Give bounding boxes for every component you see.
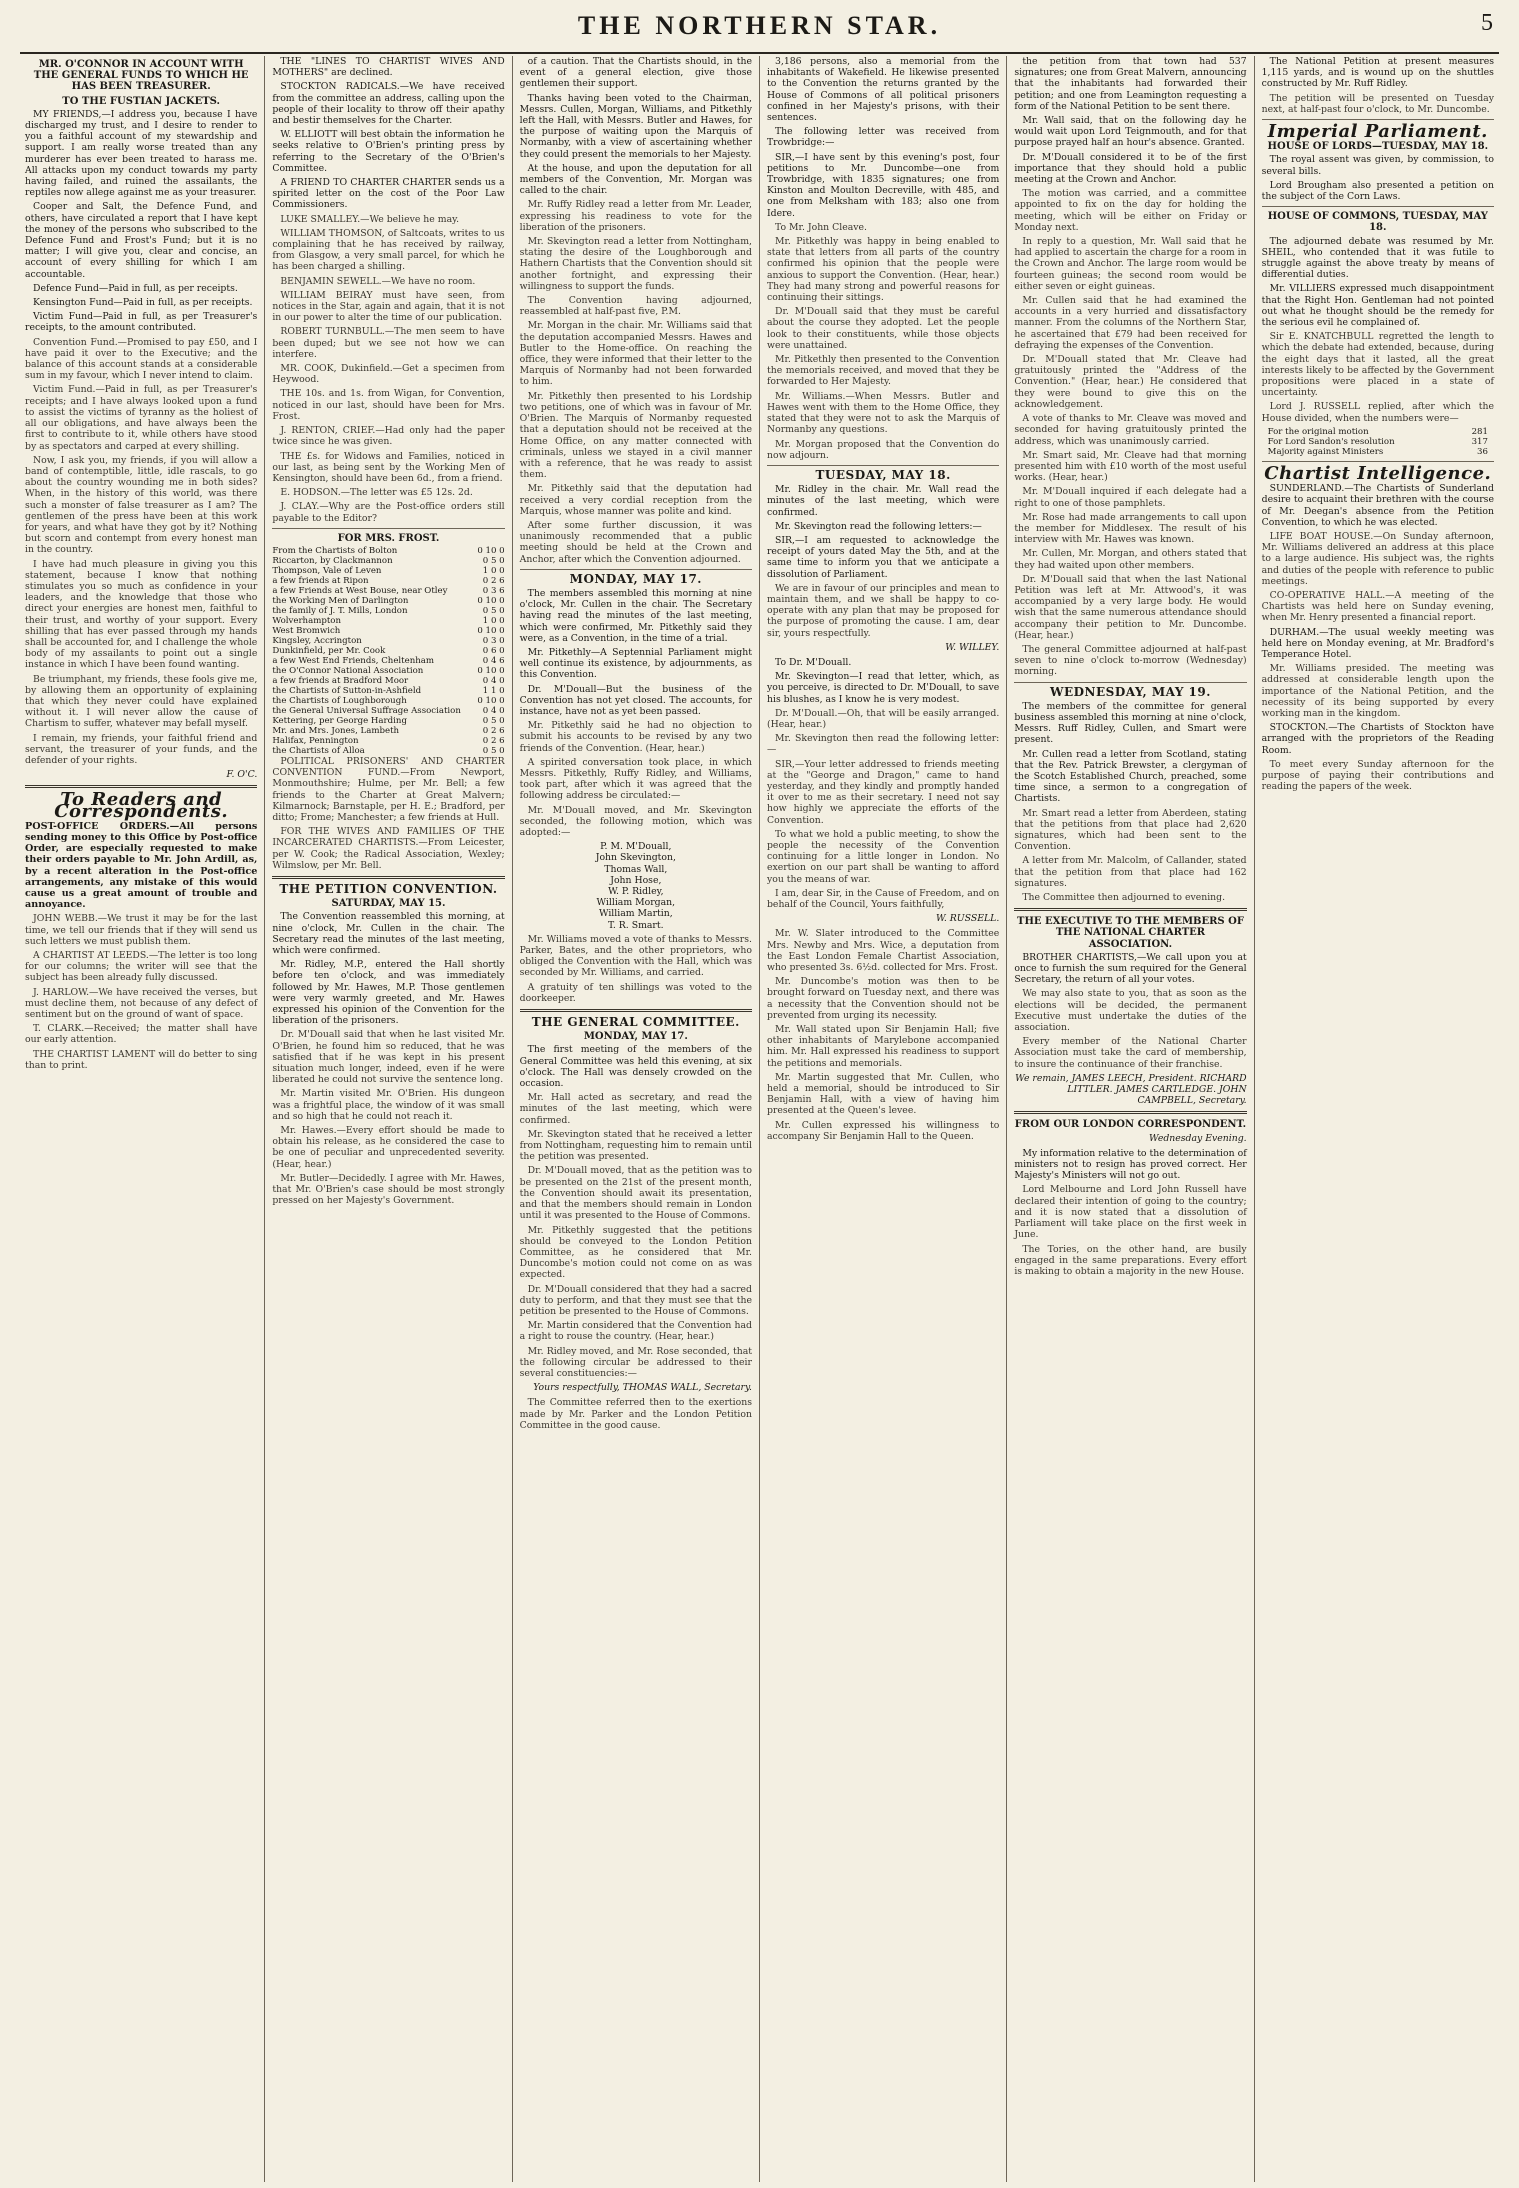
- list-item: Wolverhampton 1 0 0: [272, 615, 505, 626]
- list-item: the General Universal Suffrage Association 0 4 0: [272, 705, 505, 716]
- paragraph: At the house, and upon the deputation for all members of the Convention, Mr. Morgan was called to the chair.: [519, 162, 752, 197]
- paragraph: Kensington Fund—Paid in full, as per receipts.: [33, 297, 253, 309]
- subscription-heading: FOR MRS. FROST.: [337, 532, 440, 544]
- list-item: Halifax, Pennington 0 2 6: [272, 735, 505, 746]
- list-item: From the Chartists of Bolton 0 10 0: [272, 545, 505, 556]
- paragraph: The first meeting of the members of the General Committee was held this evening, at six o'clock. The Hall was densely crowded on the occasion.: [519, 1044, 752, 1090]
- paragraph: SIR,—I have sent by this evening's post, four petitions to Mr. Duncombe—one from Trowbridge, with 1835 signatures; one from Kinston and Moulton Decreville, with 485, and one from Melksham with 183; also one from Idere.: [766, 151, 1000, 219]
- divider: [1014, 1111, 1246, 1114]
- list-item: the Chartists of Alloa 0 5 0: [272, 745, 505, 756]
- column-3: [513, 56, 760, 2182]
- body-text: Mr. Williams presided. The meeting was addressed at considerable length upon the importance of the National Petition, and the necessity of its being supported by every working man in the kingdom.: [1261, 663, 1494, 719]
- article-heading: TUESDAY, MAY 18.: [815, 467, 951, 482]
- paragraph: the petition from that town had 537 signatures; one from Great Malvern, announcing that the inhabitants had forwarded their petition; and one from Leamington requesting a form of the National Petition to be sent there.: [1014, 56, 1247, 112]
- paragraph: To Dr. M'Douall.: [774, 656, 852, 668]
- body-text: Mr. Ruffy Ridley read a letter from Mr. Leader, expressing his readiness to vote for the liberation of the prisoners. Mr. Skevington read a letter from Nottingham, stating the desire of the Loughborough and Hathern Chartists that the Convention should sit another fortnight, and expressing their willingness to support the funds. The Convention having adjourned, reassembled at half-past five, P.M. Mr. Morgan in the chair. Mr. Williams said that the deputation accompanied Messrs. Hawes and Butler to the Home-office. On reaching the office, they were informed that their letter to the Marquis of Normanby had not been forwarded to him. Mr. Pitkethly then presented to his Lordship two petitions, one of which was in favour of Mr. O'Brien. The Marquis of Normanby requested that a deputation should not be received at the Home Office, on any matter connected with criminals, unless we stayed in a civil manner with a reference, that he was ready to assist them. Mr. Pitkethly said that the deputation had received a very cordial reception from the Marquis, whose manner was polite and kind. After some further discussion, it was unanimously recommended that a public meeting should be held at the Crown and Anchor, after which the Convention adjourned.: [519, 199, 752, 565]
- section-title: Imperial Parliament.: [1267, 121, 1488, 143]
- paragraph: The adjourned debate was resumed by Mr. SHEIL, who contended that it was futile to struggle against the above treaty by means of differential duties.: [1261, 235, 1494, 281]
- table-row: For Lord Sandon's resolution 317: [1267, 436, 1488, 447]
- division-table: [1268, 427, 1488, 457]
- divider: [272, 876, 504, 879]
- signatory-name: John Skevington,: [595, 852, 676, 864]
- article-heading: HOUSE OF COMMONS, TUESDAY, MAY 18.: [1267, 211, 1488, 234]
- paragraph: SUNDERLAND.—The Chartists of Sunderland desire to acquaint their brethren with the course of Mr. Deegan's absence from the Petition Convention, to which he was elected.: [1261, 483, 1494, 528]
- column-1: [18, 56, 265, 2182]
- paragraph: Mr. Skevington read the following letters:—: [774, 520, 982, 532]
- list-item: a few friends at Ripon 0 2 6: [272, 575, 505, 586]
- divider: [1014, 908, 1246, 911]
- list-item: Dunkinfield, per Mr. Cook 0 6 0: [272, 645, 505, 656]
- divider: [520, 1009, 752, 1012]
- masthead: [20, 0, 1499, 54]
- article-dateline: MONDAY, MAY 17.: [583, 1031, 688, 1043]
- divider: [272, 528, 504, 529]
- paragraph: Mr. Wall said, that on the following day he would wait upon Lord Teignmouth, and for that purpose prayed half an hour's absence. Granted.: [1014, 115, 1247, 149]
- list-item: a few Friends at West Bouse, near Otley 0 3 6: [272, 585, 505, 596]
- paragraph: Lord Brougham also presented a petition on the subject of the Corn Laws.: [1261, 179, 1494, 203]
- paragraph: SIR,—I am requested to acknowledge the receipt of yours dated May the 5th, and at the same time to inform you that we anticipate a dissolution of Parliament.: [766, 534, 1000, 580]
- signatory-name: W. P. Ridley,: [608, 886, 664, 898]
- article-heading: THE GENERAL COMMITTEE.: [531, 1015, 740, 1030]
- article-heading: WEDNESDAY, MAY 19.: [1050, 684, 1211, 699]
- paragraph: Mr. Pitkethly—A Septennial Parliament might well continue its existence, by adjournments, as this Convention.: [519, 646, 752, 681]
- paragraph: Mr. Skevington—I read that letter, which, as you perceive, is directed to Dr. M'Douall, to save his blushes, as I know he is very modest.: [766, 671, 1000, 705]
- body-text: Sir E. KNATCHBULL regretted the length to which the debate had extended, because, during the eight days that it lasted, all the great interests likely to be affected by the Government propositions were placed in a state of uncertainty. Lord J. RUSSELL replied, after which the House divided, when the numbers were—: [1261, 331, 1494, 424]
- paragraph: Dr. M'Douall—But the business of the Convention has not yet closed. The accounts, for instance, have not as yet been passed.: [519, 683, 752, 717]
- paragraph: My information relative to the determination of ministers not to resign has proved correct. Her Majesty's Ministers will not go out.: [1014, 1147, 1247, 1182]
- column-2: [265, 56, 512, 2182]
- body-text: We are in favour of our principles and mean to maintain them, and we shall be happy to co-operate with any plan that may be proposed for the purpose of promoting the cause. I am, dear sir, yours respectfully.: [766, 582, 1000, 639]
- paragraph: Defence Fund—Paid in full, as per receipts.: [33, 282, 238, 294]
- paragraph: W. ELLIOTT will best obtain the information he seeks relative to O'Brien's printing press by referring to the Secretary of the O'Brien's Committee.: [272, 129, 505, 174]
- article-subheading: TO THE FUSTIAN JACKETS.: [62, 95, 221, 107]
- signatory-name: John Hose,: [610, 874, 662, 886]
- paragraph: Cooper and Salt, the Defence Fund, and others, have circulated a report that I have kept the money of the persons who subscribed to the Defence Fund and Frost's Fund; but it is no matter; I will give you, clear and concise, an account of every shilling for which I am accountable.: [25, 201, 258, 280]
- body-text: LIFE BOAT HOUSE.—On Sunday afternoon, Mr. Williams delivered an address at this place to a large audience. His subject was, the rights and duties of the people with reference to public meetings. CO-OPERATIVE HALL.—A meeting of the Chartists was held here on Sunday evening, when Mr. Henry presented a financial report.: [1261, 530, 1494, 624]
- list-item: Mr. and Mrs. Jones, Lambeth 0 2 6: [272, 725, 505, 736]
- signature: We remain, JAMES LEECH, President. RICHARD LITTLER. JAMES CARTLEDGE. JOHN CAMPBELL, Secretary.: [1015, 1072, 1247, 1107]
- signature: W. RUSSELL.: [935, 913, 1000, 925]
- subscription-text: POLITICAL PRISONERS' AND CHARTER CONVENTION FUND.—From Newport, Monmouthshire; Hulme, per Mr. Bell; a few friends to the Charter at Great Malvern; Kilmarnock; Barnstaple, per H. E.; Bradford, per ditto; Frome; Manchester; a few friends at Hull. FOR THE WIVES AND FAMILIES OF THE INCARCERATED CHARTISTS.—From Leicester, per W. Cook; the Radical Association, Wexley; Wilmslow, per Mr. Bell.: [272, 755, 505, 871]
- signature: F. O'C.: [226, 769, 258, 781]
- list-item: the family of J. T. Mills, London 0 5 0: [272, 605, 505, 616]
- divider: [25, 785, 257, 788]
- correspondents-text: LUKE SMALLEY.—We believe he may. WILLIAM THOMSON, of Saltcoats, writes to us complaining that he has received by railway, from Glasgow, a very small parcel, for which he has been charged a shilling. BENJAMIN SEWELL.—We have no room. WILLIAM BEIRAY must have seen, from notices in the Star, again and again, that it is not in our power to alter the time of our publication. ROBERT TURNBULL.—The men seem to have been duped; but we see not how we can interfere. MR. COOK, Dukinfield.—Get a specimen from Heywood. THE 10s. and 1s. from Wigan, for Convention, noticed in our last, should have been for Mrs. Frost. J. RENTON, CRIEF.—Had only had the paper twice since he was given. THE £s. for Widows and Families, noticed in our last, as being sent by the Working Men of Kensington, should have been 6d., from a friend. E. HODSON.—The letter was £5 12s. 2d. J. CLAY.—Why are the Post-office orders still payable to the Editor?: [272, 213, 505, 524]
- divider: [1014, 682, 1246, 683]
- body-text: To meet every Sunday afternoon for the purpose of paying their contributions and reading the papers of the week.: [1261, 758, 1494, 793]
- section-title: Chartist Intelligence.: [1264, 462, 1492, 484]
- paragraph: Mr. Ridley in the chair. Mr. Wall read the minutes of the last meeting, which were confirmed.: [766, 484, 1000, 518]
- subscription-list: [272, 546, 504, 756]
- paragraph: Mr. VILLIERS expressed much disappointment that the Right Hon. Gentleman had not pointed out what he thought should be the remedy for the serious evil he complained of.: [1261, 283, 1494, 329]
- signature: Yours respectfully, THOMAS WALL, Secretary.: [533, 1382, 752, 1394]
- body-text: We may also state to you, that as soon as the elections will be decided, the permanent Executive must undertake the duties of the association. Every member of the National Charter Association must take the card of membership, to insure the continuance of their franchise.: [1014, 988, 1247, 1070]
- paragraph: THE "LINES TO CHARTIST WIVES AND MOTHERS" are declined.: [272, 56, 505, 79]
- paragraph: Victim Fund—Paid in full, as per Treasurer's receipts, to the amount contributed.: [25, 311, 258, 334]
- body-text: Mr. Pitkethly said he had no objection to submit his accounts to be revised by any two friends of the Convention. (Hear, hear.) A spirited conversation took place, in which Messrs. Pitkethly, Ruffy Ridley, and Williams, took part, after which it was agreed that the following address be circulated:— Mr. M'Douall moved, and Mr. Skevington seconded, the following motion, which was adopted:—: [519, 720, 752, 838]
- paragraph: The royal assent was given, by commission, to several bills.: [1261, 154, 1494, 177]
- columns: [18, 56, 1501, 2182]
- signatory-name: P. M. M'Douall,: [600, 841, 672, 853]
- body-text: Convention Fund.—Promised to pay £50, and I have paid it over to the Executive; and the balance of this account stands at a considerable sum in my favour, which I never intend to claim. Victim Fund.—Paid in full, as per Treasurer's receipts; and I have always looked upon a fund to assist the victims of tyranny as the holiest of all our obligations, and have always been the first to contribute to it, while others have stood by as spectators and carped at every shilling. Now, I ask you, my friends, if you will allow a band of contemptible, little, idle rascals, to go about the country wounding me in both sides? When, in the history of this world, was there such a monster of false treasurer as I am? The gentlemen of the press have been at this work for years, and what have they got by it? Nothing but scorn and contempt from every honest man in the country. I have had much pleasure in giving you this statement, because I know that nothing stimulates you so much as confidence in your leaders, and the knowledge that those who direct your energies are honest men, faithful to their trust, and worthy of your support. Every shilling that has ever passed through my hands shall be accounted for, and I challenge the whole body of my assailants to point out a single instance in which I have been found wanting. Be triumphant, my friends, these fools give me, by allowing them an opportunity of explaining that which they never could have explained without it. I will never allow the cause of Chartism to suffer, whatever may befall myself. I remain, my friends, your faithful friend and servant, the treasurer of your funds, and the defender of your rights.: [25, 336, 258, 766]
- body-text: Dr. M'Douall.—Oh, that will be easily arranged. (Hear, hear.) Mr. Skevington then read the following letter:— SIR,—Your letter addressed to friends meeting at the "George and Dragon," came to hand yesterday, and they kindly and promptly handed it over to me as their secretary. I need not say how highly we appreciate the efforts of the Convention. To what we hold a public meeting, to show the people the necessity of the Convention continuing for a little longer in London. No exertion on our part shall be wanting to afford you the means of war. I am, dear Sir, in the Cause of Freedom, and on behalf of the Council, Yours faithfully,: [766, 707, 1000, 911]
- table-row: Majority against Ministers 36: [1267, 446, 1488, 457]
- correspondents-text: JOHN WEBB.—We trust it may be for the last time, we tell our friends that if they will send us such letters we must publish them. A CHARTIST AT LEEDS.—The letter is too long for our columns; the writer will see that the subject has been already fully discussed. J. HARLOW.—We have received the verses, but must decline them, not because of any defect of sentiment but on the ground of want of space. T. CLARK.—Received; the matter shall have our early attention. THE CHARTIST LAMENT will do better to sing than to print.: [25, 913, 258, 1071]
- paragraph: The following letter was received from Trowbridge:—: [766, 126, 1000, 149]
- paragraph: The National Petition at present measures 1,115 yards, and is wound up on the shuttles constructed by Mr. Ruff Ridley.: [1261, 56, 1494, 90]
- signature: W. WILLEY.: [945, 641, 1000, 653]
- newspaper-title: THE NORTHERN STAR.: [577, 11, 942, 40]
- divider: [1262, 206, 1494, 207]
- paragraph: of a caution. That the Chartists should, in the event of a general election, give those gentlemen their support.: [519, 56, 752, 90]
- paragraph: MY FRIENDS,—I address you, because I have discharged my trust, and I desire to render to you a faithful account of my stewardship and support. I am really worse treated than any murderer has ever been treated to harass me. All attacks upon my conduct towards my party having failed, and ruined the assailants, the reptiles now allege against me as your treasurer.: [25, 108, 258, 199]
- divider: [767, 465, 999, 466]
- paragraph: 3,186 persons, also a memorial from the inhabitants of Wakefield. He likewise presented to the Convention the returns granted by the House of Commons of all political prisoners confined in her Majesty's prisons, with their sentences.: [766, 56, 1000, 124]
- list-item: the Working Men of Darlington 0 10 0: [272, 595, 505, 606]
- paragraph: The members of the committee for general business assembled this morning at nine o'clock, Messrs. Ruff Ridley, Cullen, and Smart were present.: [1014, 700, 1247, 746]
- body-text: The Committee referred then to the exertions made by Mr. Parker and the London Petition Committee in the good cause.: [519, 1397, 752, 1431]
- column-6: [1255, 56, 1501, 2182]
- paragraph: Mr. Cullen read a letter from Scotland, stating that the Rev. Patrick Brewster, a clergyman of the Scotch Established Church, preached, some time since, a sermon to a congregation of Chartists.: [1014, 748, 1247, 805]
- list-item: the O'Connor National Association 0 10 0: [272, 665, 505, 676]
- list-item: Thompson, Vale of Leven 1 0 0: [272, 565, 505, 576]
- body-text: To Mr. John Cleave. Mr. Pitkethly was happy in being enabled to state that letters from all parts of the country confirmed his opinion that the people were anxious to support the Convention. (Hear, hear.) They had many strong and powerful reasons for continuing their sittings. Dr. M'Douall said that they must be careful about the course they adopted. Let the people look to their constituents, while those objects were unattained. Mr. Pitkethly then presented to the Convention the memorials received, and moved that they be forwarded to Her Majesty. Mr. Williams.—When Messrs. Butler and Hawes went with them to the Home Office, they stated that they were not to ask the Marquis of Normanby any questions. Mr. Morgan proposed that the Convention do now adjourn.: [766, 221, 1000, 461]
- list-item: the Chartists of Loughborough 0 10 0: [272, 695, 505, 706]
- list-item: Riccarton, by Clackmannon 0 5 0: [272, 555, 505, 566]
- signatory-name: William Martin,: [598, 908, 673, 920]
- body-text: Mr. W. Slater introduced to the Committee Mrs. Newby and Mrs. Wice, a deputation from the East London Female Chartist Association, who presented 3s. 6½d. collected for Mrs. Frost. Mr. Duncombe's motion was then to be brought forward on Tuesday next, and there was a necessity that the Convention should not be prevented from urging its necessity. Mr. Wall stated upon Sir Benjamin Hall; five other inhabitants of Marylebone accompanied him. Mr. Hall expressed his readiness to support the petitions and memorials. Mr. Martin suggested that Mr. Cullen, who held a memorial, should be introduced to Sir Benjamin Hall, with a view of having him presented at the Queen's levee. Mr. Cullen expressed his willingness to accompany Sir Benjamin Hall to the Queen.: [766, 928, 1000, 1142]
- column-5: [1007, 56, 1254, 2182]
- paragraph: The Convention reassembled this morning, at nine o'clock, Mr. Cullen in the chair. The Secretary read the minutes of the last meeting, which were confirmed.: [272, 911, 505, 956]
- paragraph: STOCKTON.—The Chartists of Stockton have arranged with the proprietors of the Reading Room.: [1261, 722, 1494, 756]
- signatory-name: William Morgan,: [596, 897, 676, 909]
- article-dateline: SATURDAY, MAY 15.: [331, 898, 446, 910]
- paragraph: The members assembled this morning at nine o'clock, Mr. Cullen in the chair. The Secretary having read the minutes of the last meeting, which were confirmed, Mr. Pitkethly said they were, as a Convention, in the time of a trial.: [519, 587, 752, 644]
- body-text: The motion was carried, and a committee appointed to fix on the day for holding the meeting, which will be either on Friday or Monday next. In reply to a question, Mr. Wall said that he had applied to ascertain the charge for a room in the Crown and Anchor. The large room would be fourteen guineas; the second room would be either seven or eight guineas. Mr. Cullen said that he had examined the accounts in a very hurried and dissatisfactory manner. From the columns of the Northern Star, he ascertained that £79 had been received for defraying the expenses of the Convention. Dr. M'Douall stated that Mr. Cleave had gratuitously printed the "Address of the Convention." (Hear, hear.) He considered that they were bound to give this on the acknowledgement. A vote of thanks to Mr. Cleave was moved and seconded for having gratuitously printed the address, which was unanimously carried. Mr. Smart said, Mr. Cleave had that morning presented him with £10 worth of the most useful works. (Hear, hear.) Mr. M'Douall inquired if each delegate had a right to one of those pamphlets. Mr. Rose had made arrangements to call upon the member for Middlesex. The result of his interview with Mr. Hawes was known. Mr. Cullen, Mr. Morgan, and others stated that they had waited upon other members. Dr. M'Douall said that when the last National Petition was left at Mr. Attwood's, it was accompanied by a very large body. He would wish that the same numerous attendance should accompany their petition to Mr. Duncombe. (Hear, hear.) The general Committee adjourned at half-past seven to nine o'clock to-morrow (Wednesday) morning.: [1014, 188, 1247, 678]
- page-number: 5: [1481, 10, 1493, 36]
- article-heading: MR. O'CONNOR IN ACCOUNT WITH THE GENERAL FUNDS TO WHICH HE HAS BEEN TREASURER.: [33, 59, 249, 93]
- body-text: Mr. Williams moved a vote of thanks to Messrs. Parker, Bates, and the other proprietors, who obliged the Convention with the Hall, which was seconded by Mr. Williams, and carried. A gratuity of ten shillings was voted to the doorkeeper.: [519, 933, 752, 1004]
- signatories: [520, 841, 752, 931]
- table-row: For the original motion 281: [1267, 426, 1488, 437]
- body-text: Lord Melbourne and Lord John Russell have declared their intention of going to the country; and it is now stated that a dissolution of Parliament will take place on the first week in June. The Tories, on the other hand, are busily engaged in the same preparations. Every effort is making to obtain a majority in the new House.: [1014, 1184, 1247, 1277]
- paragraph: Mr. Ridley, M.P., entered the Hall shortly before ten o'clock, and was immediately followed by Mr. Hawes, M.P. Those gentlemen were very warmly greeted, and Mr. Hawes expressed his opinion of the Convention for the liberation of the prisoners.: [272, 959, 505, 1027]
- article-heading: HOUSE OF LORDS—TUESDAY, MAY 18.: [1267, 141, 1489, 153]
- list-item: a few West End Friends, Cheltenham 0 4 6: [272, 655, 505, 666]
- paragraph: Dr. M'Douall considered it to be of the first importance that they should hold a public meeting at the Crown and Anchor.: [1014, 151, 1247, 186]
- divider: [1262, 119, 1494, 120]
- paragraph: STOCKTON RADICALS.—We have received from the committee an address, calling upon the people of their locality to throw off their apathy and bestir themselves for the Charter.: [272, 81, 505, 127]
- divider: [1262, 461, 1494, 462]
- list-item: West Bromwich 0 10 0: [272, 625, 505, 636]
- post-office-notice: POST-OFFICE ORDERS.—All persons sending money to this Office by Post-office Order, are especially requested to make their orders payable to Mr. John Ardill, as, by a recent alteration in the Post-office arrangements, any mistake of this would cause us a great amount of trouble and annoyance.: [25, 820, 258, 911]
- signatory-name: Thomas Wall,: [604, 863, 668, 875]
- paragraph: A FRIEND TO CHARTER CHARTER sends us a spirited letter on the cost of the Poor Law Commissioners.: [272, 177, 505, 211]
- article-heading: THE EXECUTIVE TO THE MEMBERS OF THE NATIONAL CHARTER ASSOCIATION.: [1017, 916, 1244, 950]
- divider: [520, 569, 752, 570]
- paragraph: Thanks having been voted to the Chairman, Messrs. Cullen, Morgan, Williams, and Pitkethly left the Hall, with Messrs. Butler and Hawes, for the purpose of waiting upon the Marquis of Normanby, with a view of ascertaining whether they could present the memorials to her Majesty.: [519, 92, 752, 160]
- paragraph: BROTHER CHARTISTS,—We call upon you at once to furnish the sum required for the General Secretary, the return of all your votes.: [1014, 951, 1247, 986]
- list-item: the Chartists of Sutton-in-Ashfield 1 1 0: [272, 685, 505, 696]
- list-item: Kingsley, Accrington 0 3 0: [272, 635, 505, 646]
- list-item: Kettering, per George Harding 0 5 0: [272, 715, 505, 726]
- article-heading: FROM OUR LONDON CORRESPONDENT.: [1014, 1119, 1247, 1131]
- column-4: [760, 56, 1007, 2182]
- article-heading: MONDAY, MAY 17.: [569, 571, 702, 586]
- list-item: a few friends at Bradford Moor 0 4 0: [272, 675, 505, 686]
- article-heading: THE PETITION CONVENTION.: [279, 881, 498, 896]
- signatory-name: T. R. Smart.: [608, 919, 664, 931]
- body-text: Mr. Smart read a letter from Aberdeen, stating that the petitions from that place had 2,620 signatures, which had been sent to the Convention. A letter from Mr. Malcolm, of Callander, stated that the petition from that place had 162 signatures. The Committee then adjourned to evening.: [1014, 807, 1247, 904]
- body-text: Mr. Hall acted as secretary, and read the minutes of the last meeting, which were confirmed. Mr. Skevington stated that he received a letter from Nottingham, requesting him to remain until the petition was presented. Dr. M'Douall moved, that as the petition was to be presented on the 21st of the present month, the Convention should await its presentation, and that the members should remain in London until it was presented to the House of Commons. Mr. Pitkethly suggested that the petitions should be conveyed to the London Petition Committee, as he considered that Mr. Duncombe's motion could not come on as was expected. Dr. M'Douall considered that they had a sacred duty to perform, and that they must see that the petition be presented to the House of Commons. Mr. Martin considered that the Convention had a right to rouse the country. (Hear, hear.) Mr. Ridley moved, and Mr. Rose seconded, that the following circular be addressed to their several constituencies:—: [519, 1092, 752, 1379]
- paragraph: DURHAM.—The usual weekly meeting was held here on Monday evening, at Mr. Bradford's Temperance Hotel.: [1261, 626, 1494, 660]
- section-title: To Readers and Correspondents.: [54, 789, 229, 822]
- body-text: Dr. M'Douall said that when he last visited Mr. O'Brien, he found him so reduced, that he was satisfied that if he was kept in his present situation much longer, indeed, even if he were liberated he could not survive the sentence long. Mr. Martin visited Mr. O'Brien. His dungeon was a frightful place, the window of it was small and so high that he could not reach it. Mr. Hawes.—Every effort should be made to obtain his release, as he considered the case to be one of peculiar and unprecedented severity. (Hear, hear.) Mr. Butler—Decidedly. I agree with Mr. Hawes, that Mr. O'Brien's case should be most strongly pressed on her Majesty's Government.: [272, 1029, 505, 1207]
- body-text: The petition will be presented on Tuesday next, at half-past four o'clock, to Mr. Duncombe.: [1261, 92, 1494, 115]
- dateline: Wednesday Evening.: [1149, 1132, 1247, 1144]
